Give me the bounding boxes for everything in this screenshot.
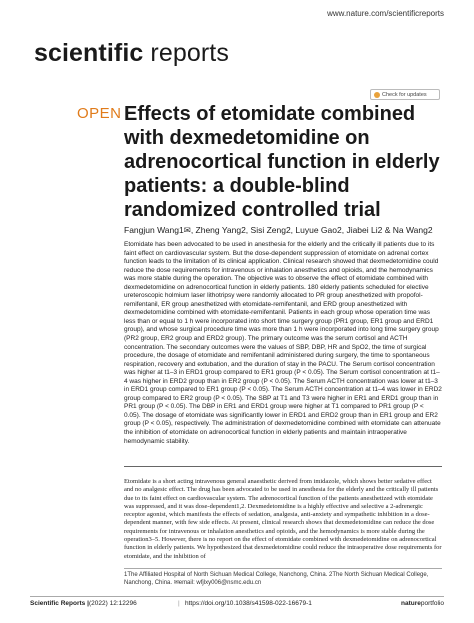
affiliation-divider bbox=[124, 568, 442, 569]
check-updates-button[interactable] bbox=[370, 89, 440, 100]
brand-bold: scientific bbox=[34, 39, 144, 67]
journal-brand[interactable] bbox=[34, 39, 229, 68]
journal-url[interactable]: www.nature.com/scientificreports bbox=[327, 9, 444, 18]
author-list[interactable]: Fangjun Wang1✉, Zheng Yang2, Sisi Zeng2, Luyue Gao2, Jiabei Li2 & Na Wang2 bbox=[124, 225, 433, 235]
publisher-light: portfolio bbox=[420, 600, 444, 607]
footer-separator: | bbox=[178, 600, 180, 607]
footer-volume: (2022) 12:12296 bbox=[89, 600, 137, 607]
publisher-bold: nature bbox=[401, 600, 421, 607]
doi-link[interactable]: https://doi.org/10.1038/s41598-022-16679-1 bbox=[185, 600, 312, 607]
affiliations: 1The Affiliated Hospital of North Sichuan Medical College, Nanchong, China. 2The North Sichuan Medical College, Nanchong, China. ✉email: wfjlxy006@nsmc.edu.cn bbox=[124, 572, 429, 586]
open-access-label: OPEN bbox=[77, 105, 122, 122]
publisher-logo bbox=[401, 600, 444, 607]
brand-light: reports bbox=[143, 39, 229, 67]
abstract-text: Etomidate has been advocated to be used in anesthesia for the elderly and the critically ill patients due to its faint effect on cardiovascular system. But the dose-dependent suppression of etomidate on adrenal cortex function leads to the limitation of its clinical application. Clinical research showed that dexmedetomidine could reduce the dose requirements for intravenous or inhalation anesthetics and opioids, and the hemodynamics was more stable during the operation. The objective was to observe the effect of etomidate combined with dexmedetomidine on adrenocortical function in elderly patients. 180 elderly patients scheduled for elective ureteroscopic holmium laser lithotripsy were randomly allocated to PR group anesthetized with propofol-remifentanil, ER group anesthetized with etomidate-remifentanil, and ERD group anesthetized with dexmedetomidine combined with etomidate-remifentanil. Patients in each group whose operation time was less than or equal to 1 h were incorporated into short time surgery group (PR1 group, ER1 group and ERD1 group), and whose surgical procedure time was more than 1 h were incorporated into long time surgery group (PR2 group, ER2 group and ERD2 group). The primary outcome was the serum cortisol and ACTH concentration. The secondary outcomes were the values of SBP, DBP, HR and SpO2, the time of surgical procedure, the dosage of etomidate and remifentanil administered during surgery, the time to spontaneous respiration, recovery and extubation, and the duration of stay in the PACU. The Serum cortisol concentration was higher at t1–3 in ERD1 group compared to ER1 group (P < 0.05). The Serum cortisol concentration at t1–4 was higher in ERD2 group than in ER2 group (P < 0.05). The Serum ACTH concentration was lower at t1–3 in ERD1 group compared to ER1 group (P < 0.05). The Serum ACTH concentration at t1–4 was lower in ERD2 group compared to ER2 group (P < 0.05). The SBP at T1 and T3 were higher in ER1 and ERD1 group than in PR1 group (P < 0.05). The DBP in ER1 and ERD1 group were higher at T1 compared to PR1 group (P < 0.05). The dosage of etomidate was significantly lower in ERD1 and ERD2 group than in ER1 group and ER2 group (P < 0.05), respectively. The administration of dexmedetomidine combined with etomidate can attenuate the inhibition of etomidate on adrenocortical function in elderly patients and maintain intraoperative hemodynamic stability. bbox=[124, 241, 442, 445]
footer-divider bbox=[30, 596, 444, 597]
abstract-divider bbox=[124, 466, 442, 467]
body-text: Etomidate is a short acting intravenous general anaesthetic derived from imidazole, which shows better sedative effect and no analgesic effect. The drug has been advocated to be used in anesthesia for the elderly and the critically ill patients due to its faint effect on cardiovascular system. The adrenocortical function of the patients anesthetized with etomidate was suppressed, and it was dose-dependent1,2. Dexmedetomidine is a highly effective and selective a 2-adrenergic receptor agonist, which manifests the effects of sedation, analgesia, anti-anxiety and sympathetic inhibition in a dose-dependent manner, with few side effects. At present, clinical research shows that dexmedetomidine can reduce the dose requirements for intravenous or inhalation anesthetics and opioids, and the hemodynamics is more stable during the operation3–5. However, there is no report on the effect of etomidate combined with dexmedetomidine on adrenocortical function in elderly patients. We hypothesized that dexmedetomidine could reduce the intraoperative dose requirements for etomidate, and the inhibition of bbox=[124, 478, 442, 560]
footer-journal: Scientific Reports | bbox=[30, 600, 89, 607]
update-icon bbox=[374, 92, 380, 98]
article-title: Effects of etomidate combined with dexmedetomidine on adrenocortical function in elderly patients: a double-blind randomized controlled trial bbox=[124, 103, 440, 221]
check-updates-label: Check for updates bbox=[382, 91, 427, 98]
